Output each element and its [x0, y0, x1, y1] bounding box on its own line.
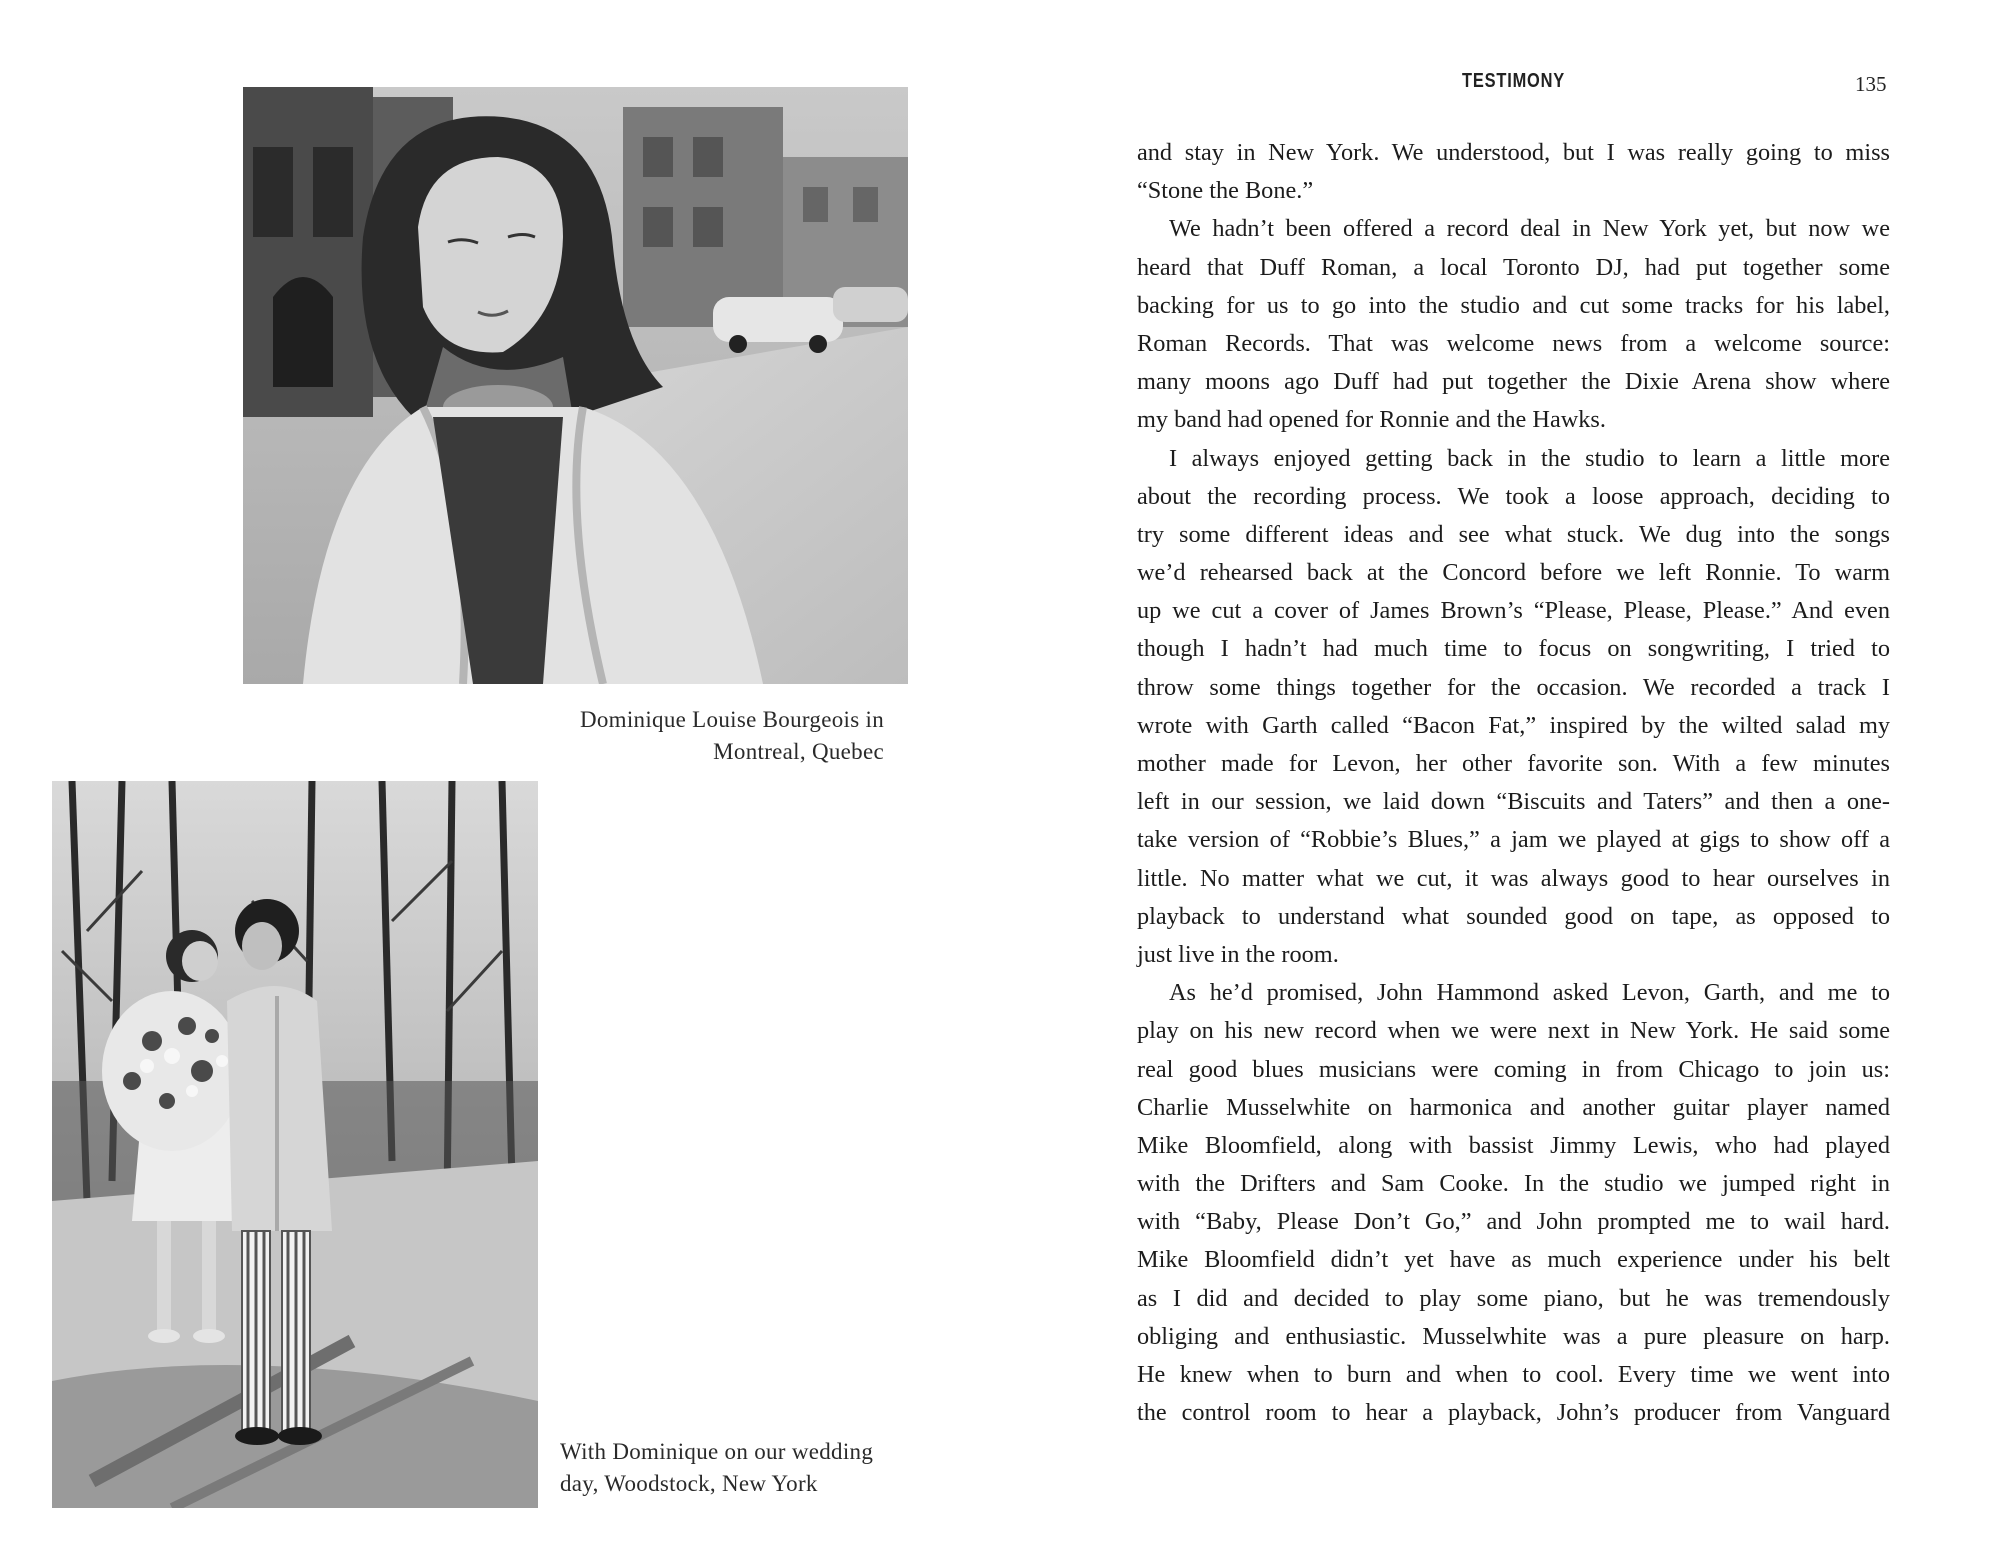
caption-1-line-1: Dominique Louise Bourgeois in	[579, 707, 884, 732]
text-line: we’d rehearsed back at the Concord before we left Ronnie. To warm	[1137, 559, 1890, 587]
text-line: As he’d promised, John Hammond asked Levon, Garth, and me to	[1169, 979, 1890, 1007]
text-line: up we cut a cover of James Brown’s “Please, Please, Please.” And even	[1137, 597, 1890, 625]
text-line: He knew when to burn and when to cool. Every time we went into	[1137, 1361, 1890, 1388]
photo-woman-street	[243, 87, 908, 684]
text-line: Roman Records. That was welcome news from a welcome source:	[1137, 329, 1890, 357]
body-text	[1137, 134, 1890, 1432]
caption-2-line-1: With Dominique on our wedding	[560, 1439, 874, 1464]
text-line: We hadn’t been offered a record deal in New York yet, but now we	[1169, 215, 1890, 243]
text-line: “Stone the Bone.”	[1137, 177, 1314, 205]
text-line: mother made for Levon, her other favorite son. With a few minutes	[1137, 750, 1890, 777]
text-line: obliging and enthusiastic. Musselwhite was a pure pleasure on harp.	[1137, 1322, 1890, 1350]
photo-wedding	[52, 781, 538, 1508]
text-line: take version of “Robbie’s Blues,” a jam we played at gigs to show off a	[1137, 826, 1890, 854]
text-line: left in our session, we laid down “Biscuits and Taters” and then a one-	[1137, 788, 1890, 816]
text-line: with the Drifters and Sam Cooke. In the studio we jumped right in	[1137, 1170, 1890, 1198]
photo-wedding-image	[52, 781, 538, 1508]
text-line: backing for us to go into the studio and cut some tracks for his label,	[1137, 291, 1890, 319]
text-line: about the recording process. We took a loose approach, deciding to	[1137, 482, 1890, 510]
text-line: real good blues musicians were coming in from Chicago to join us:	[1137, 1055, 1890, 1083]
text-line: Charlie Musselwhite on harmonica and another guitar player named	[1137, 1093, 1890, 1121]
photo-woman-street-image	[243, 87, 908, 684]
photo-caption-2	[560, 1436, 890, 1500]
text-line: and stay in New York. We understood, but I was really going to miss	[1137, 139, 1890, 166]
text-line: though I hadn’t had much time to focus on songwriting, I tried to	[1137, 635, 1890, 663]
text-line: with “Baby, Please Don’t Go,” and John prompted me to wail hard.	[1137, 1208, 1890, 1236]
text-line: try some different ideas and see what stuck. We dug into the songs	[1137, 520, 1890, 548]
text-line: heard that Duff Roman, a local Toronto DJ, had put together some	[1137, 253, 1890, 281]
text-line: as I did and decided to play some piano, but he was tremendously	[1137, 1284, 1890, 1312]
text-line: throw some things together for the occasion. We recorded a track I	[1137, 673, 1890, 701]
running-head: TESTIMONY	[1462, 70, 1566, 92]
text-line: I always enjoyed getting back in the studio to learn a little more	[1169, 444, 1890, 472]
text-line: many moons ago Duff had put together the Dixie Arena show where	[1137, 368, 1890, 396]
text-line: the control room to hear a playback, John’s producer from Vanguard	[1137, 1399, 1890, 1427]
caption-1-line-2: Montreal, Quebec	[713, 739, 884, 764]
text-line: playback to understand what sounded good on tape, as opposed to	[1137, 902, 1890, 930]
text-line: wrote with Garth called “Bacon Fat,” inspired by the wilted salad my	[1137, 711, 1890, 739]
text-line: Mike Bloomfield, along with bassist Jimmy Lewis, who had played	[1137, 1131, 1890, 1159]
photo-caption-1	[560, 704, 884, 768]
caption-2-line-2: day, Woodstock, New York	[560, 1471, 818, 1496]
text-line: play on his new record when we were next in New York. He said some	[1137, 1017, 1890, 1045]
page-number: 135	[1855, 72, 1887, 96]
text-line: my band had opened for Ronnie and the Hawks.	[1137, 406, 1606, 434]
text-line: little. No matter what we cut, it was always good to hear ourselves in	[1137, 864, 1890, 892]
text-line: just live in the room.	[1137, 940, 1339, 968]
text-line: Mike Bloomfield didn’t yet have as much experience under his belt	[1137, 1246, 1890, 1274]
